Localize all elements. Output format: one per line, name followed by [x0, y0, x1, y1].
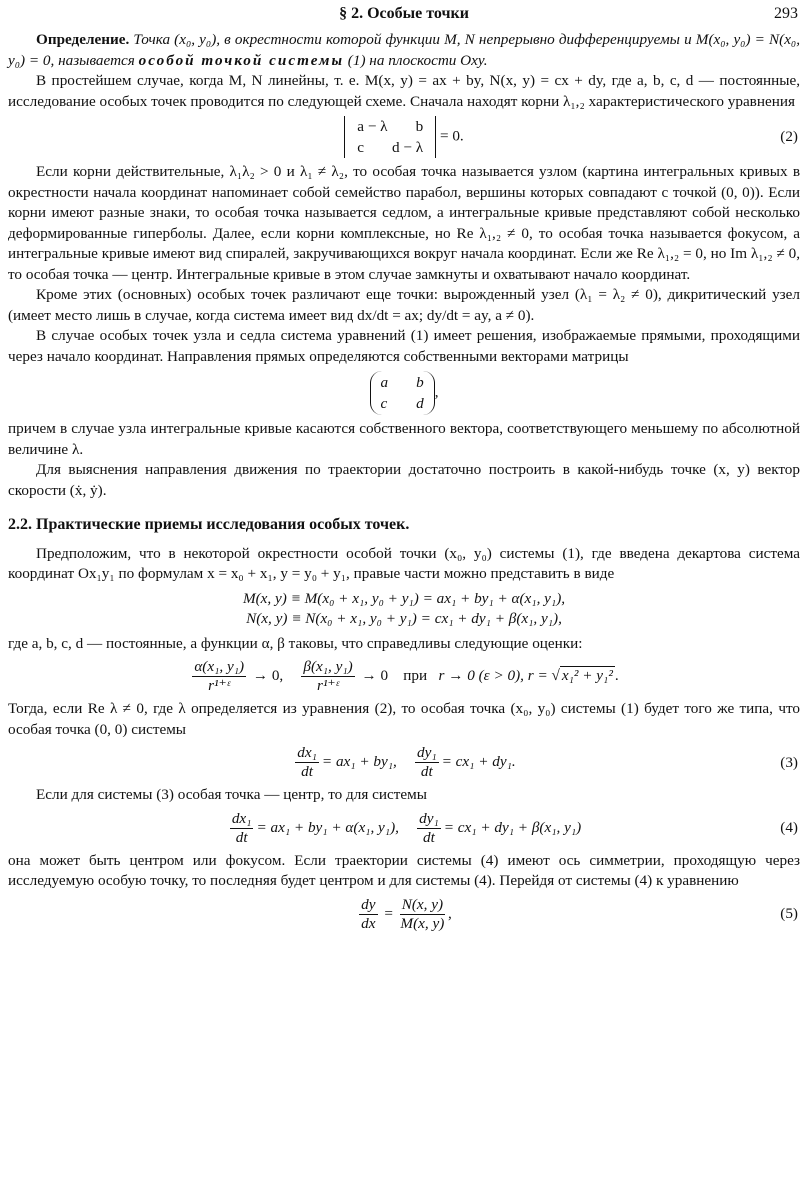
equation-4: $\frac{\text{dx₁}}{dt}$ = ax₁ + by₁ + α(x₁, y₁), $\frac{\text{dy₁}}{dt}$ = cx₁ + dy₁ + β(x₁, y₁) (4) [231, 809, 798, 846]
equation-number-2: (2) [780, 127, 798, 145]
equation-2-rhs: = 0. [439, 127, 464, 145]
page-number: 293 [774, 5, 798, 22]
equation-number-5: (5) [780, 904, 798, 922]
paragraph-symmetry: она может быть центром или фокусом. Если траектории системы (4) имеют ось симметрии, проходящую через исследуемую особую точку, то последняя будет центром и для системы (4). Перейдя от системы (4) к уравнению [8, 851, 800, 889]
equation-number-3: (3) [780, 753, 798, 771]
header-title: § 2. Особые точки [339, 5, 469, 22]
matrix-equation: a b c d , [8, 371, 800, 415]
equation-3: $\frac{\text{dx₁}}{dt}$ = ax₁ + by₁, $\frac{\text{dy₁}}{dt}$ = cx₁ + dy₁. (3) [297, 744, 798, 780]
equation-5: $\frac{dy}{dx}$ = $\frac{N(x, y)}{M(x, y)}$ , (5) [361, 895, 798, 932]
matrix: a b c d [370, 371, 435, 415]
definition-paragraph [8, 30, 800, 71]
paragraph-classification: Если корни действительные, λ₁λ₂ > 0 и λ₁ ≠ λ₂, то особая точка называется узлом (картина интегральных кривых в окрестности начала координат напоминает собой семейство парабол, вершины которых совпадают с точкой (0, 0)). Если корни имеют разные знаки, то особая точка называется седлом, а интегральные кривые представляют собой несколько деформированные гиперболы. Далее, если корни комплексные, но Re λ₁,₂ ≠ 0, то особая точка называется фокусом, а интегральные кривые имеют вид спиралей, закручивающихся вокруг начала координат. Если же Re λ₁,₂ = 0, но Im λ₁,₂ ≠ 0, то особая точка — центр. Интегральные кривые в этом случае замкнуты и охватывают начало координат. [8, 163, 800, 283]
paragraph-type-conclusion: Тогда, если Re λ ≠ 0, где λ определяется из уравнения (2), то особая точка (x₀, y₀) системы (1) будет того же типа, что особая точка (0, 0) системы [8, 700, 800, 738]
paragraph-direction: Для выяснения направления движения по траектории достаточно построить в какой-нибудь точке (x, y) вектор скорости (ẋ, ẏ). [8, 461, 800, 499]
paragraph-eigenvector: причем в случае узла интегральные кривые касаются собственного вектора, соответствующего меньшему по абсолютной величине λ. [8, 420, 800, 458]
determinant: a − λ b c d − λ [344, 116, 436, 158]
section-heading: 2.2. Практические приемы исследования особых точек. [8, 516, 410, 533]
expansion-line-1: M(x, y) ≡ M(x₀ + x₁, y₀ + y₁) = ax₁ + by₁ + α(x₁, y₁), [242, 589, 566, 607]
estimates-equation: $\frac{\text{α(x₁, y₁)}}{\text{r¹⁺ᵋ}}$ → 0, $\frac{\text{β(x₁, y₁)}}{\text{r¹⁺ᵋ}}$ → 0 при r → 0 (ε > 0), r = √ x₁² + y₁² . [194, 658, 619, 694]
expansion-line-2: N(x, y) ≡ N(x₀ + x₁, y₀ + y₁) = cx₁ + dy₁ + β(x₁, y₁), [246, 610, 562, 627]
definition-tail: (1) на плоскости Oxy. [347, 51, 488, 69]
paragraph-assumption: Предположим, что в некоторой окрестности особой точки (x₀, y₀) системы (1), где введена декартова система координат Ox₁y₁ по формулам x = x₀ + x₁, y = y₀ + y₁, правые части можно представить в виде [8, 544, 800, 582]
running-header [8, 0, 800, 30]
paragraph-center-case: Если для системы (3) особая точка — центр, то для системы [36, 786, 427, 803]
paragraph-node-saddle: В случае особых точек узла и седла система уравнений (1) имеет решения, изображаемые прямыми, проходящими через начало координат. Направления прямых определяются собственными векторами матрицы [8, 327, 800, 365]
paragraph-degenerate: Кроме этих (основных) особых точек различают еще точки: вырожденный узел (λ₁ = λ₂ ≠ 0), дикритический узел (имеет место лишь в случае, когда система имеет вид dx/dt = ax; dy/dt = ay, a ≠ 0). [8, 286, 800, 324]
definition-text: Точка (x₀, y₀), в окрестности которой функции M, N непрерывно дифференцируемы и M(x₀, y₀) = N(x₀, y₀) = 0, называется [8, 31, 801, 69]
paragraph-linear-case: В простейшем случае, когда M, N линейны, т. е. M(x, y) = ax + by, N(x, y) = cx + dy, где a, b, c, d — постоянные, исследование особых точек проводится по следующей схеме. Сначала находят корни λ₁,₂ характеристического уравнения [8, 72, 800, 110]
equation-number-4: (4) [780, 818, 798, 836]
page [8, 0, 800, 937]
definition-label: Определение. [36, 31, 130, 48]
definition-term: особой точкой системы [138, 51, 344, 69]
expansion-equations [8, 589, 800, 630]
equation-2 [8, 116, 800, 158]
paragraph-estimates-intro: где a, b, c, d — постоянные, а функции α, β таковы, что справедливы следующие оценки: [8, 634, 583, 652]
